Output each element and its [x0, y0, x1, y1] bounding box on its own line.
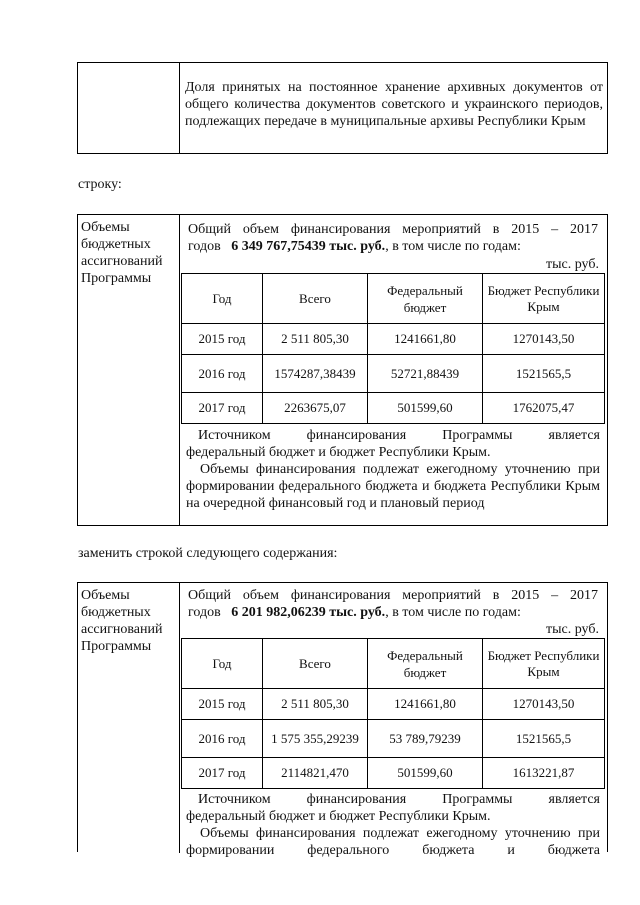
old-row-left-label: [81, 219, 177, 287]
old-summary-line2: [188, 238, 603, 255]
note-line1: [186, 427, 600, 444]
header-total: Всего: [263, 274, 368, 324]
new-summary-line2: [188, 604, 603, 621]
top-table: [77, 62, 608, 154]
new-unit: тыс. руб.: [546, 622, 599, 637]
note-para2: Объемы финансирования подлежат ежегодному уточнению при формировании федерального бюджета и бюджета: [186, 826, 600, 858]
label-old-row: строку:: [78, 177, 122, 192]
summary-suffix: , в том числе по годам:: [385, 239, 521, 254]
new-row-table: [77, 582, 608, 858]
cell-year: 2015 год: [182, 689, 263, 720]
cell-crimea: 1613221,87: [483, 758, 605, 789]
new-note: [186, 791, 600, 859]
header-total: Всего: [263, 639, 368, 689]
old-summary-line1: Общий объем финансирования мероприятий в 2015 – 2017: [188, 222, 598, 237]
cell-crimea: 1270143,50: [483, 689, 605, 720]
summary-prefix: годов: [188, 239, 221, 254]
note-word: Источником: [198, 428, 271, 443]
table-row: [182, 689, 605, 720]
new-financing-table-wrap: [181, 638, 605, 789]
cell-year: 2017 год: [182, 758, 263, 789]
left-label-line: бюджетных: [81, 605, 151, 620]
table-row: [182, 324, 605, 355]
cell-year: 2016 год: [182, 355, 263, 393]
summary-amount: 6 201 982,06239 тыс. руб.: [231, 605, 386, 620]
header-federal: Федеральный бюджет: [368, 639, 483, 689]
header-crimea: Бюджет Республики Крым: [483, 274, 605, 324]
cell-federal: 53 789,79239: [368, 720, 483, 758]
left-label-line: ассигнований: [81, 254, 163, 269]
note-word: финансирования: [306, 792, 407, 807]
new-summary-line1: Общий объем финансирования мероприятий в 2015 – 2017: [188, 588, 598, 603]
cell-total: 1574287,38439: [263, 355, 368, 393]
summary-amount: 6 349 767,75439 тыс. руб.: [231, 239, 386, 254]
left-label-line: Объемы: [81, 588, 130, 603]
cell-total: 2114821,470: [263, 758, 368, 789]
cell-year: 2015 год: [182, 324, 263, 355]
old-row-table: [77, 214, 608, 526]
left-label-line: Объемы: [81, 220, 130, 235]
note-word: финансирования: [306, 428, 407, 443]
left-label-line: ассигнований: [81, 622, 163, 637]
table-row: [182, 758, 605, 789]
note-line2: федеральный бюджет и бюджет Республики Крым.: [186, 809, 491, 824]
note-word: Источником: [198, 792, 271, 807]
new-financing-table: [181, 638, 605, 789]
cell-federal: 501599,60: [368, 758, 483, 789]
cell-federal: 52721,88439: [368, 355, 483, 393]
table-header-row: [182, 274, 605, 324]
old-note: [186, 427, 600, 512]
cell-year: 2016 год: [182, 720, 263, 758]
table-row: [182, 720, 605, 758]
left-label-line: Программы: [81, 639, 152, 654]
header-year: Год: [182, 274, 263, 324]
note-word: Программы: [442, 428, 513, 443]
cell-total: 1 575 355,29239: [263, 720, 368, 758]
note-word: является: [548, 792, 600, 807]
left-label-line: бюджетных: [81, 237, 151, 252]
old-unit: тыс. руб.: [546, 257, 599, 272]
cell-crimea: 1521565,5: [483, 355, 605, 393]
cell-federal: 1241661,80: [368, 689, 483, 720]
cell-federal: 501599,60: [368, 393, 483, 424]
note-word: является: [548, 428, 600, 443]
new-row-left-label: [81, 587, 177, 655]
cell-year: 2017 год: [182, 393, 263, 424]
summary-suffix: , в том числе по годам:: [385, 605, 521, 620]
left-label-line: Программы: [81, 271, 152, 286]
note-word: Программы: [442, 792, 513, 807]
cell-total: 2 511 805,30: [263, 324, 368, 355]
old-financing-table: [181, 273, 605, 424]
table-row: [182, 355, 605, 393]
label-new-row: заменить строкой следующего содержания:: [78, 546, 338, 561]
note-line2: федеральный бюджет и бюджет Республики Крым.: [186, 445, 491, 460]
header-year: Год: [182, 639, 263, 689]
new-row-divider: [179, 583, 180, 853]
top-table-text: Доля принятых на постоянное хранение архивных документов от общего количества документов советского и украинского периодов, подлежащих передаче в муниципальные архивы Республики Крым: [185, 80, 603, 129]
old-financing-table-wrap: [181, 273, 605, 424]
note-para2: Объемы финансирования подлежат ежегодному уточнению при формировании федерального бюджета и бюджета Республики Крым на очередной финансовый год и плановый период: [186, 462, 600, 511]
cell-federal: 1241661,80: [368, 324, 483, 355]
header-crimea: Бюджет Республики Крым: [483, 639, 605, 689]
cell-total: 2 511 805,30: [263, 689, 368, 720]
old-row-divider: [179, 215, 180, 525]
table-row: [182, 393, 605, 424]
top-table-divider: [179, 63, 180, 153]
table-header-row: [182, 639, 605, 689]
cell-crimea: 1270143,50: [483, 324, 605, 355]
cell-crimea: 1762075,47: [483, 393, 605, 424]
note-line1: [186, 791, 600, 808]
summary-prefix: годов: [188, 605, 221, 620]
cell-crimea: 1521565,5: [483, 720, 605, 758]
header-federal: Федеральный бюджет: [368, 274, 483, 324]
cell-total: 2263675,07: [263, 393, 368, 424]
